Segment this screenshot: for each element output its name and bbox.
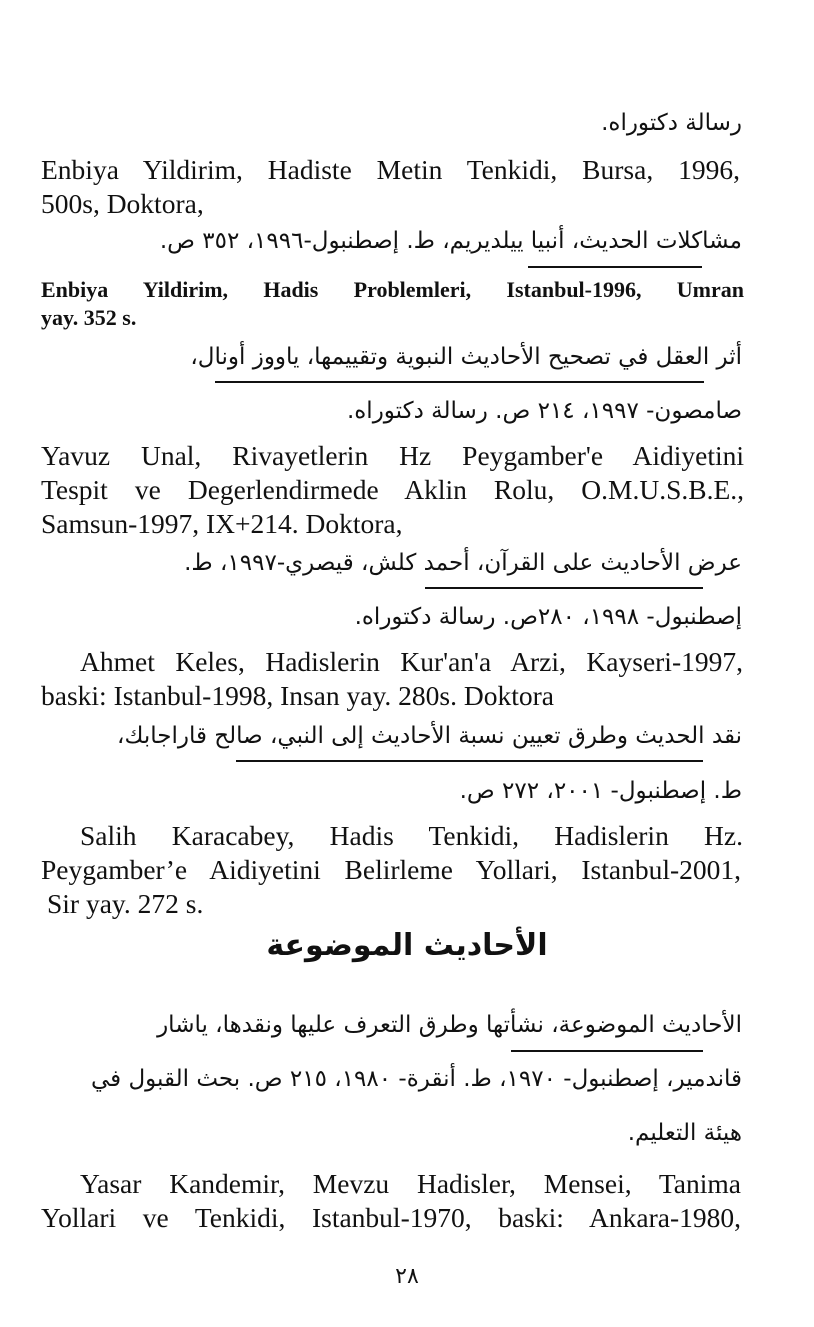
arabic-line — [62, 778, 742, 804]
latin-citation-bold — [41, 276, 744, 332]
citation-line: yay. 352 s. — [41, 305, 137, 330]
arabic-title-line — [62, 550, 742, 576]
arabic-title-line — [42, 344, 742, 370]
latin-citation — [80, 645, 743, 679]
arabic-line — [62, 1120, 742, 1146]
title-underline — [425, 587, 703, 589]
citation-line: Yasar Kandemir, Mevzu Hadisler, Mensei, Tanima — [80, 1168, 741, 1199]
citation-line: Enbiya Yildirim, Hadis Problemleri, Istanbul-1996, Umran — [41, 277, 744, 302]
latin-citation — [41, 153, 740, 221]
citation-line: Sir yay. 272 s. — [47, 888, 204, 919]
latin-citation — [80, 819, 743, 853]
arabic-text: رسالة دكتوراه. — [601, 110, 742, 136]
arabic-text: إصطنبول- ١٩٩٨، ٢٨٠ص. رسالة دكتوراه. — [354, 604, 742, 630]
arabic-text: ط. إصطنبول- ٢٠٠١، ٢٧٢ ص. — [459, 778, 742, 804]
arabic-text: صامصون- ١٩٩٧، ٢١٤ ص. رسالة دكتوراه. — [346, 398, 742, 424]
title-underline — [528, 266, 702, 268]
citation-line: Yavuz Unal, Rivayetlerin Hz Peygamber'e Aidiyetini — [41, 440, 744, 471]
title-underline — [215, 381, 704, 383]
arabic-text: قاندمير، إصطنبول- ١٩٧٠، ط. أنقرة- ١٩٨٠، ٢١٥ ص. بحث القبول في — [90, 1066, 742, 1092]
page-number: ٢٨ — [395, 1264, 419, 1289]
section-heading: الأحاديث الموضوعة — [266, 928, 548, 963]
title-underline — [236, 760, 703, 762]
latin-citation — [41, 1201, 741, 1235]
citation-line: Salih Karacabey, Hadis Tenkidi, Hadislerin Hz. — [80, 820, 743, 851]
citation-line: Ahmet Keles, Hadislerin Kur'an'a Arzi, Kayseri-1997, — [80, 646, 743, 677]
latin-citation — [41, 439, 744, 541]
citation-line: Enbiya Yildirim, Hadiste Metin Tenkidi, Bursa, 1996, — [41, 154, 740, 185]
citation-line: Tespit ve Degerlendirmede Aklin Rolu, O.M.U.S.B.E., — [41, 474, 744, 505]
citation-line: Yollari ve Tenkidi, Istanbul-1970, baski: Ankara-1980, — [41, 1202, 741, 1233]
arabic-title-line — [52, 1012, 742, 1038]
arabic-title-line — [62, 228, 742, 254]
arabic-text: عرض الأحاديث على القرآن، أحمد كلش، قيصري-١٩٩٧، ط. — [184, 550, 742, 576]
arabic-text: هيئة التعليم. — [627, 1120, 742, 1146]
arabic-line — [62, 604, 742, 630]
title-underline — [511, 1050, 703, 1052]
citation-line: Samsun-1997, IX+214. Doktora, — [41, 508, 403, 539]
citation-line: Peygamber’e Aidiyetini Belirleme Yollari, Istanbul-2001, — [41, 854, 741, 885]
latin-citation — [80, 1167, 741, 1201]
arabic-text: الأحاديث الموضوعة، نشأتها وطرق التعرف عليها ونقدها، ياشار — [157, 1012, 742, 1038]
latin-citation — [47, 887, 447, 921]
citation-line: 500s, Doktora, — [41, 188, 204, 219]
latin-citation — [41, 853, 741, 887]
citation-line: baski: Istanbul-1998, Insan yay. 280s. Doktora — [41, 680, 554, 711]
arabic-text: مشاكلات الحديث، أنبيا ييلديريم، ط. إصطنبول-١٩٩٦، ٣٥٢ ص. — [159, 228, 742, 254]
latin-citation — [41, 679, 741, 713]
arabic-line — [42, 1066, 742, 1092]
arabic-line — [62, 398, 742, 424]
arabic-line — [82, 110, 742, 136]
arabic-text: أثر العقل في تصحيح الأحاديث النبوية وتقييمها، ياووز أونال، — [190, 344, 742, 370]
arabic-text: نقد الحديث وطرق تعيين نسبة الأحاديث إلى النبي، صالح قاراجابك، — [117, 723, 742, 749]
arabic-title-line — [52, 723, 742, 749]
